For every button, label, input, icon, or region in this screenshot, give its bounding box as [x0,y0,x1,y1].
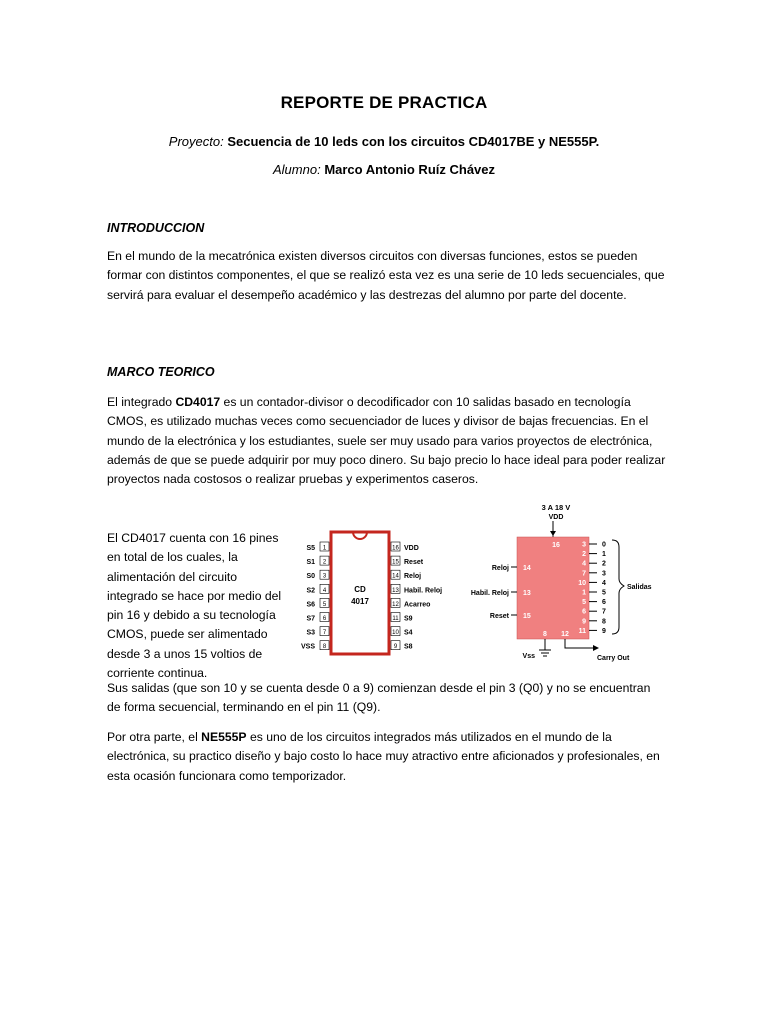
pin16-label: 16 [552,542,560,549]
output-number: 5 [602,589,606,597]
pin-label-left: S2 [306,587,315,595]
intro-heading: INTRODUCCION [107,221,205,235]
carry-wire [565,639,593,648]
pin12-label: 12 [561,631,569,638]
pin-label-left: S7 [306,615,315,623]
output-pin: 2 [582,551,586,559]
pin-number-right: 11 [392,616,399,622]
cd4017-pinout-diagram [290,522,452,664]
pin-label-right: Reset [404,559,424,567]
pin-label-right: S8 [404,643,413,651]
marco-paragraph-3: Sus salidas (que son 10 y se cuenta desde 0 a 9) comienzan desde el pin 3 (Q0) y no se encuentran de forma secuencial, terminando en el pin 11 (Q9). [107,681,651,715]
pin-label-right: Habil. Reloj [404,587,443,595]
output-pin: 5 [582,599,586,607]
input-label: Habil. Reloj [470,590,509,597]
output-pin: 10 [578,579,586,587]
student-line [0,162,768,177]
marco-heading: MARCO TEORICO [107,365,215,379]
pin-number-right: 9 [393,644,398,651]
cd4017-bold: CD4017 [175,395,221,409]
pin-number-left: 3 [322,573,327,580]
cd4017-block-diagram [455,500,675,666]
pin-label-left: VSS [300,643,315,651]
output-number: 6 [602,599,606,607]
marco-paragraph-1: El integrado CD4017 es un contador-divisor o decodificador con 10 salidas basado en tecnología CMOS, es utilizado muchas veces como secuenciador de luces y divisor de bajas frecuencias. En el mundo de la electrónica y los estudiantes, suele ser muy usado para varios proyectos de electrónica, además de que se puede adquirir por muy poco dinero. Su bajo precio lo hace ideal para poder realizar proyectos nada costosos o realizar pruebas y experimentos caseros. [107,395,666,487]
pin-label-left: S5 [306,545,315,552]
chip-number: 4017 [351,597,369,606]
output-number: 9 [602,627,606,635]
pin-label-right: VDD [404,545,419,552]
right-pins [391,542,442,651]
output-pin: 11 [578,627,586,635]
input-label: Reset [489,613,509,620]
pin-number-right: 12 [392,601,399,608]
output-number: 3 [602,570,606,578]
output-pin: 4 [582,560,586,568]
pin-label-right: S9 [404,615,413,623]
carry-arrow [593,645,599,651]
pin-number-left: 2 [322,559,327,566]
pin-number-left: 7 [322,630,327,637]
pin-label-left: S6 [306,601,315,609]
pin-label-left: S1 [306,559,315,567]
input-pin: 13 [523,590,531,597]
input-pin: 15 [523,613,531,620]
pin-number-right: 14 [392,573,399,580]
pin-number-right: 13 [392,587,399,594]
left-pins [301,542,329,651]
chip-name: CD [354,585,366,594]
pin-number-right: 16 [392,545,399,552]
output-number: 0 [602,541,606,549]
marco-paragraph-2: El CD4017 cuenta con 16 pines en total de los cuales, la alimentación del circuito integrado se hace por medio del pin 16 y debido a su tecnología CMOS, puede ser alimentado desde 3 a unos 15 voltios de corriente continua. [107,531,282,681]
pin8-label: 8 [543,631,547,638]
output-pin: 1 [582,589,586,597]
pin-label-right: Reloj [404,573,422,581]
output-pin: 7 [582,570,586,578]
pin-label-right: S4 [404,629,413,637]
vdd-label: VDD [548,514,564,521]
pin-number-left: 4 [322,587,327,594]
pin-number-right: 15 [392,559,399,566]
pin-label-right: Acarreo [404,601,431,609]
supply-label: 3 A 18 V [541,503,571,512]
intro-paragraph: En el mundo de la mecatrónica existen diversos circuitos con diversas funciones, estos se pueden formar con distintos componentes, el que se realizó esta vez es una serie de 10 leds secuenciales, que servirá para evaluar el desempeño académico y las destrezas del alumno por parte del docente. [107,249,665,302]
vdd-arrow [550,531,556,536]
outputs-brace [612,540,624,634]
pin-label-left: S0 [306,573,315,581]
marco-paragraph-4: Por otra parte, el NE555P es uno de los circuitos integrados más utilizados en el mundo de la electrónica, su practico diseño y bajo costo lo hace muy atractivo entre aficionados y profesionales, en esta ocasión funcionara como temporizador. [107,730,660,783]
pin-label-left: S3 [306,629,315,637]
page-title: REPORTE DE PRACTICA [280,93,488,112]
input-label: Reloj [491,565,509,572]
student-label: Alumno: [272,162,321,177]
carry-label: Carry Out [597,655,630,662]
output-number: 7 [602,608,606,616]
vss-label: Vss [522,653,535,660]
output-pin: 3 [582,541,586,549]
pin-number-left: 1 [322,545,327,552]
student-value: Marco Antonio Ruíz Chávez [324,162,496,177]
output-number: 2 [602,560,606,568]
input-pin: 14 [523,565,531,572]
block-body [517,537,589,639]
project-line [0,134,768,149]
pin-number-right: 10 [392,630,399,637]
pin-number-left: 5 [322,601,327,608]
project-value: Secuencia de 10 leds con los circuitos CD4017BE y NE555P. [227,134,600,149]
output-number: 4 [602,579,606,587]
output-pin: 9 [582,618,586,626]
outputs-label: Salidas [627,584,652,591]
output-number: 1 [602,551,606,559]
project-label: Proyecto: [168,134,224,149]
output-pin: 6 [582,608,586,616]
output-number: 8 [602,618,606,626]
ne555p-bold: NE555P [201,730,247,744]
pin-number-left: 8 [322,644,327,651]
pin-number-left: 6 [322,616,327,622]
